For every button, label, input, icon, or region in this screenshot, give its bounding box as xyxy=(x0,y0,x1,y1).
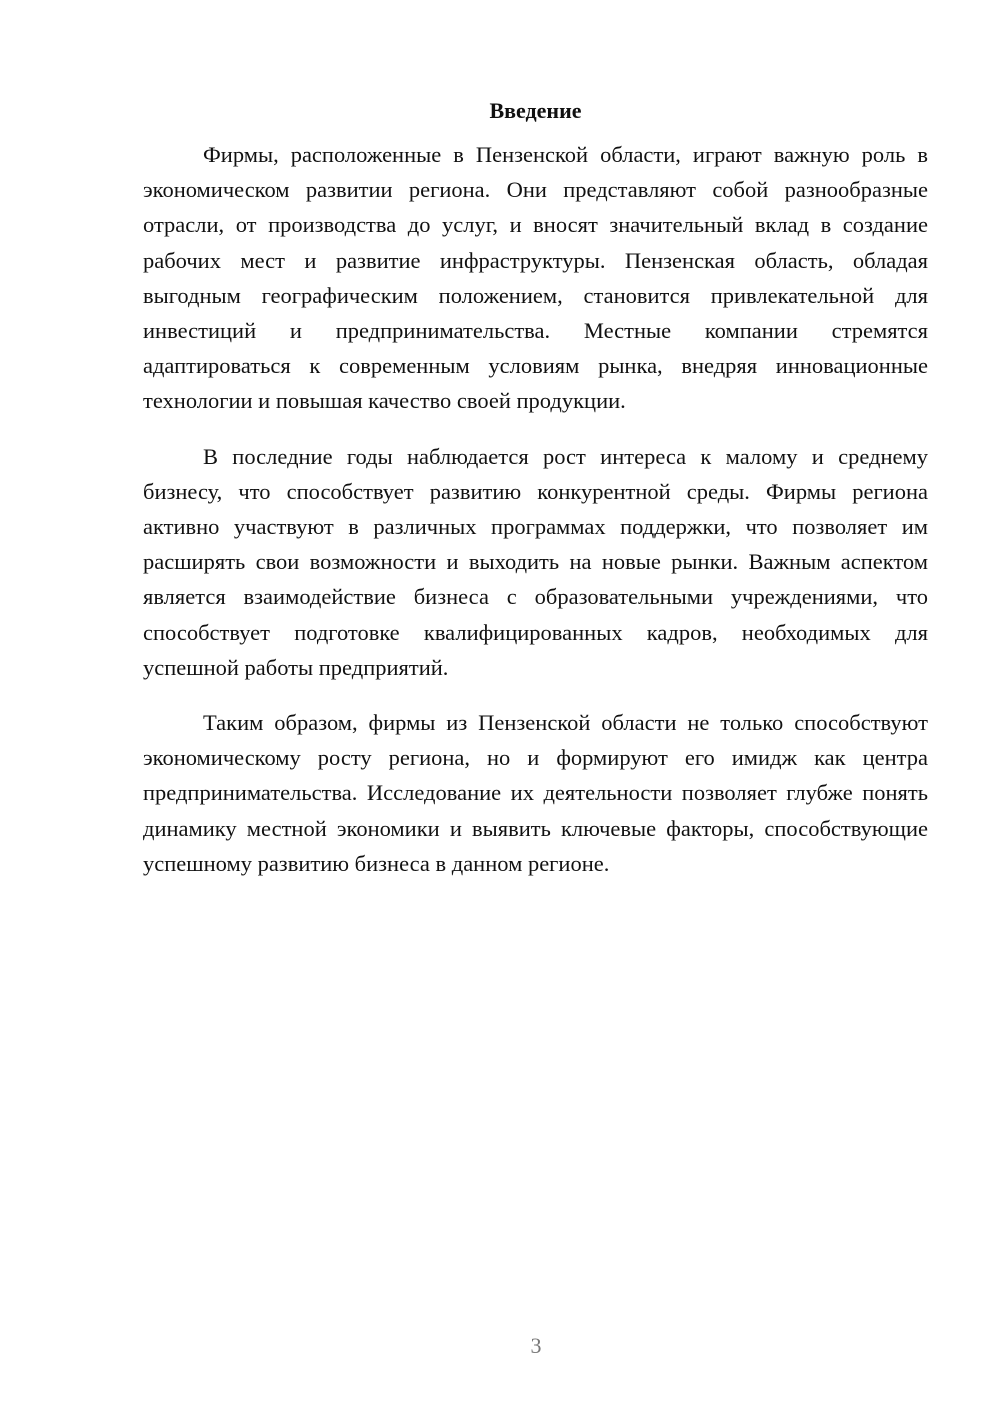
paragraph-3: Таким образом, фирмы из Пензенской области не только способствуют экономическому росту региона, но и формируют его имидж как центра предпринимательства. Исследование их деятельности позволяет глубже понять динамику местной экономики и выявить ключевые факторы, способствующие успешному развитию бизнеса в данном регионе. xyxy=(143,710,928,876)
paragraph-2: В последние годы наблюдается рост интереса к малому и среднему бизнесу, что способствует развитию конкурентной среды. Фирмы региона активно участвуют в различных программах поддержки, что позволяет им расширять свои возможности и выходить на новые рынки. Важным аспектом является взаимодействие бизнеса с образовательными учреждениями, что способствует подготовке квалифицированных кадров, необходимых для успешной работы предприятий. xyxy=(143,443,928,680)
section-title: Введение xyxy=(489,98,582,123)
paragraph-1: Фирмы, расположенные в Пензенской области, играют важную роль в экономическом развитии региона. Они представляют собой разнообразные отрасли, от производства до услуг, и вносят значительный вклад в создание рабочих мест и развитие инфраструктуры. Пензенская область, обладая выгодным географическим положением, становится привлекательной для инвестиций и предпринимательства. Местные компании стремятся адаптироваться к современным условиям рынка, внедряя инновационные технологии и повышая качество своей продукции. xyxy=(143,142,928,414)
page-number: 3 xyxy=(530,1333,542,1358)
page-content xyxy=(143,97,928,901)
